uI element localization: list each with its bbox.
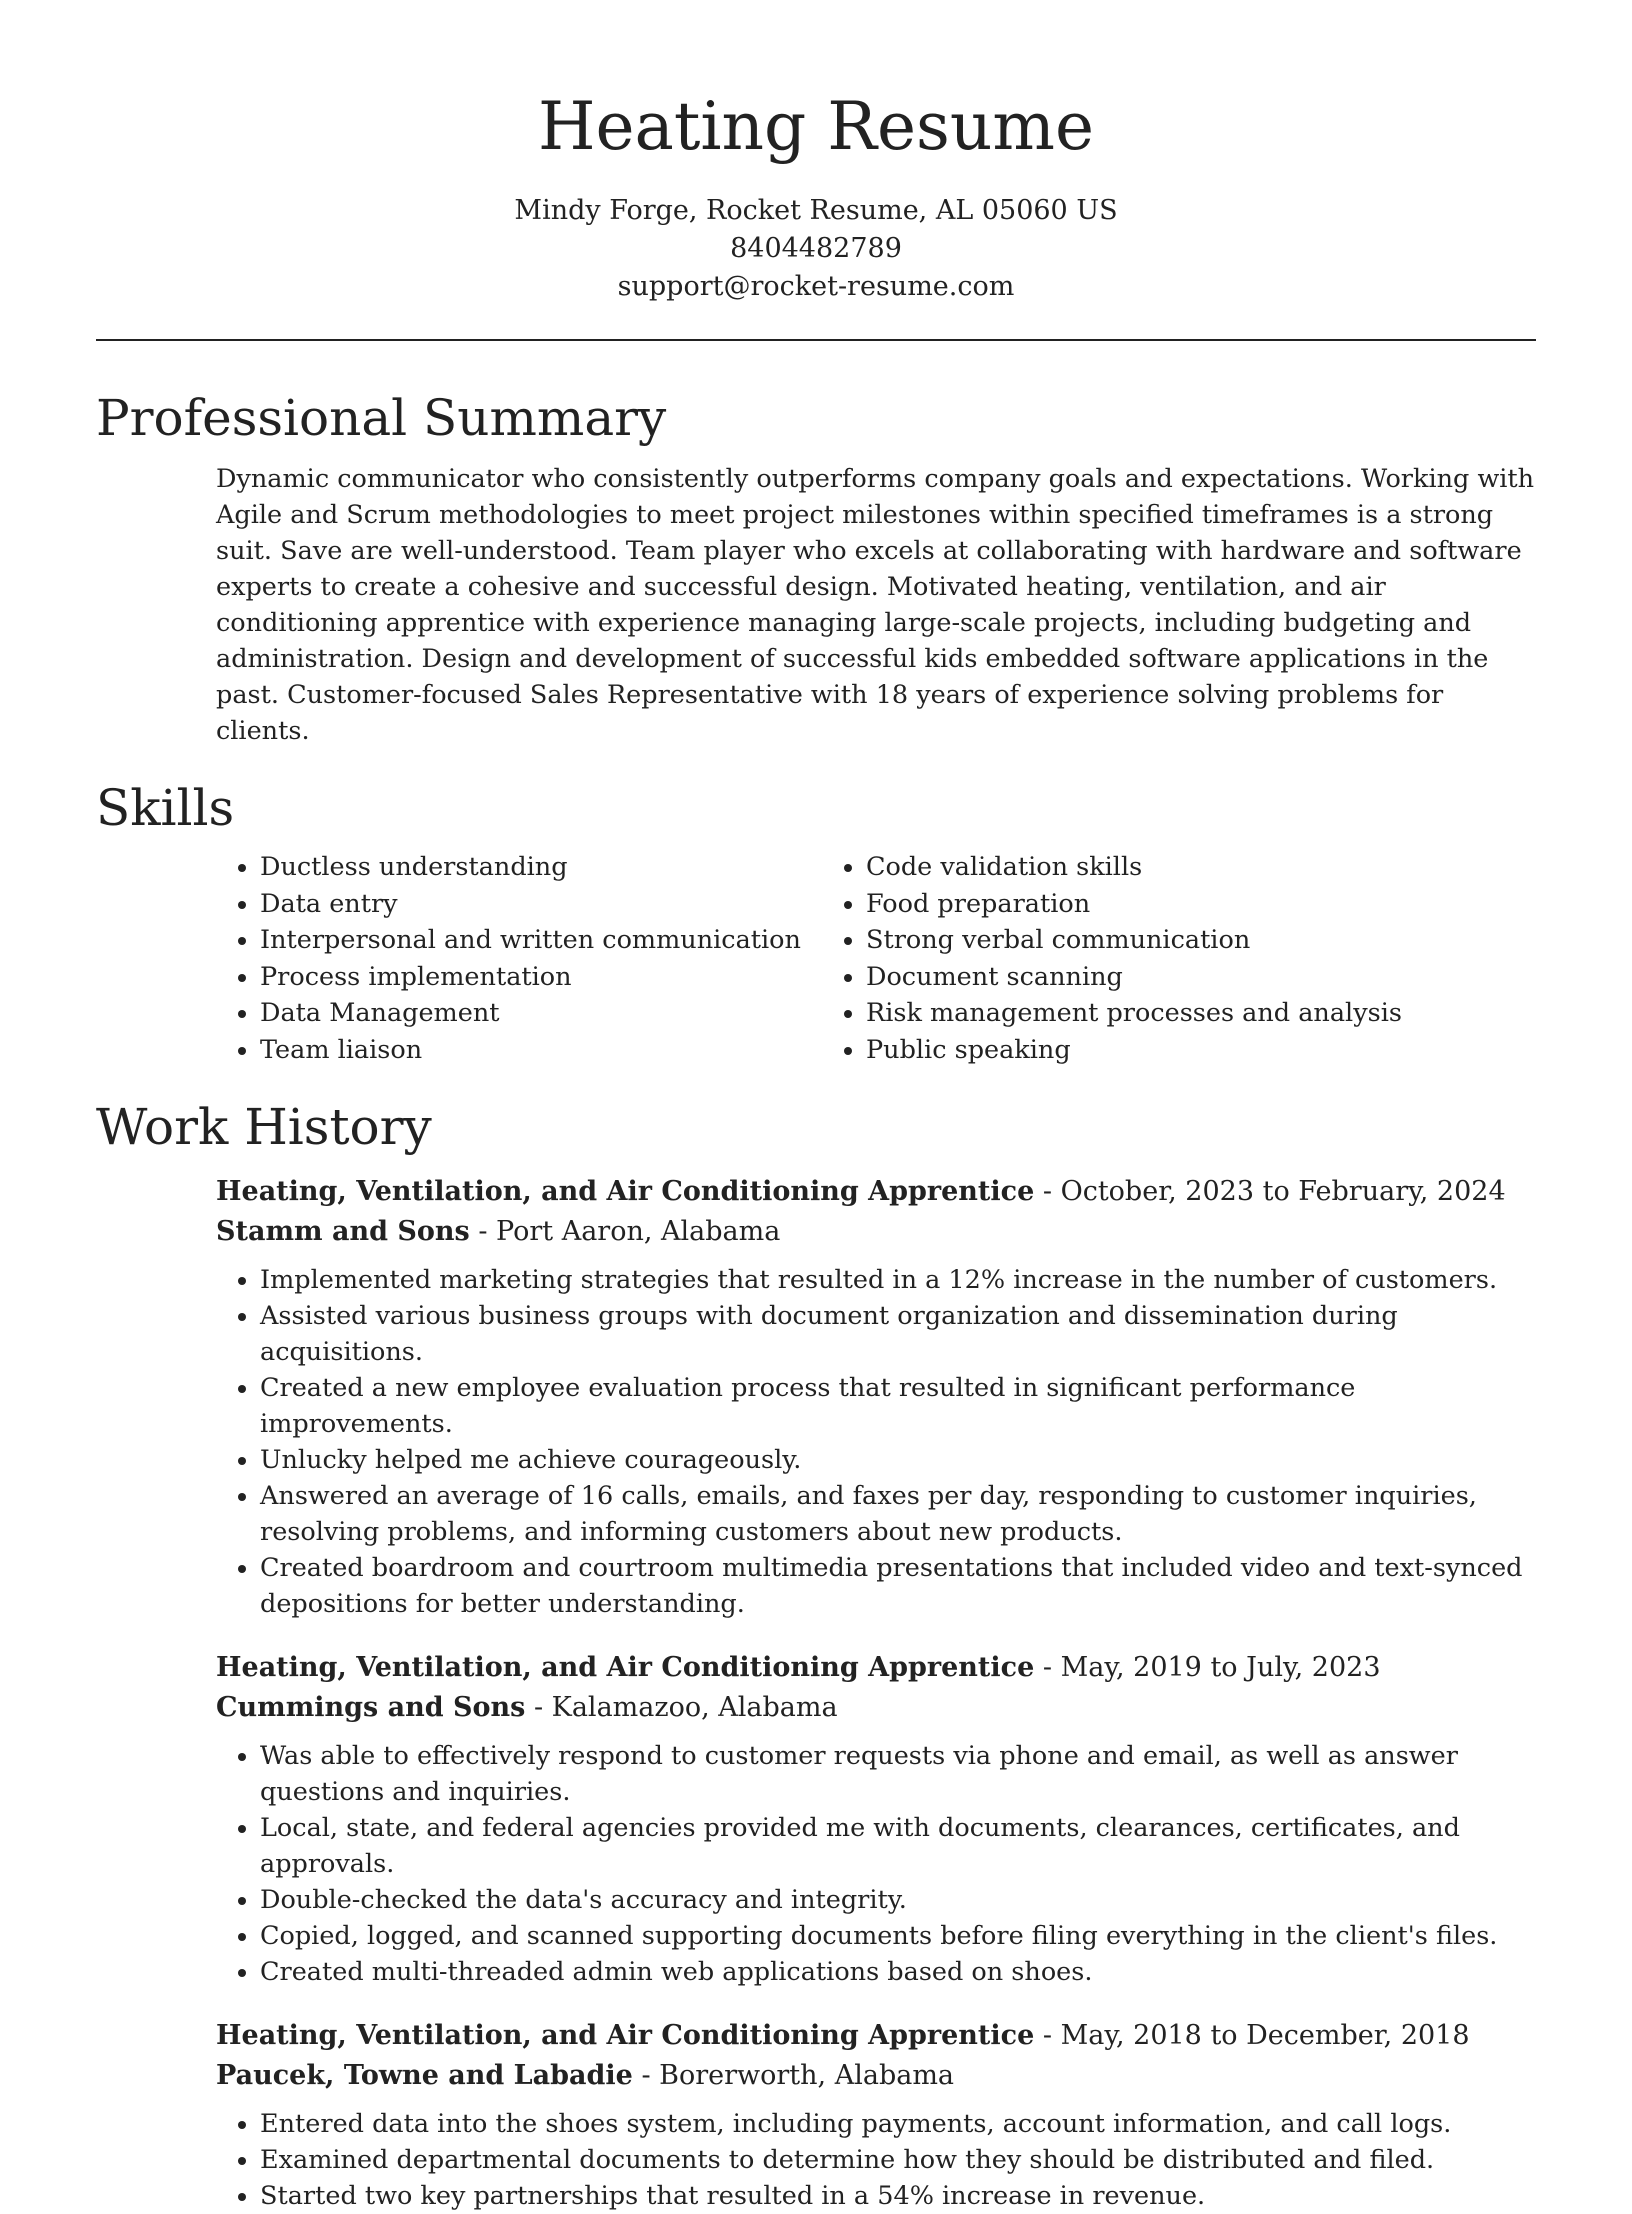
job-bullet-list: [216, 1738, 1536, 1990]
job-bullet: • Copied, logged, and scanned supporting documents before filing everything in the client's files.: [260, 1918, 1536, 1954]
job-dates: - May, 2018 to December, 2018: [1034, 2020, 1470, 2051]
skills-section: [96, 775, 1536, 1068]
job-title-line: [216, 1648, 1536, 1688]
job-company-line: [216, 1688, 1536, 1728]
contact-block: [96, 192, 1536, 306]
summary-text: Dynamic communicator who consistently outperforms company goals and expectations. Working with Agile and Scrum methodologies to meet project milestones within specified timeframes is a strong suit. Save are well-understood. Team player who excels at collaborating with hardware and software experts to create a cohesive and successful design. Motivated heating, ventilation, and air conditioning apprentice with experience managing large-scale projects, including budgeting and administration. Design and development of successful kids embedded software applications in the past. Customer-focused Sales Representative with 18 years of experience solving problems for clients.: [216, 464, 1535, 746]
job-entry: [216, 2016, 1536, 2214]
job-dates: - October, 2023 to February, 2024: [1034, 1176, 1506, 1207]
job-entry: [216, 1172, 1536, 1622]
job-bullet: • Was able to effectively respond to customer requests via phone and email, as well as answer questions and inquiries.: [260, 1738, 1536, 1810]
skill-item: • Food preparation: [866, 886, 1428, 923]
resume-title: Heating Resume: [537, 88, 1095, 165]
job-company-line: [216, 1212, 1536, 1252]
job-bullet-list: [216, 1262, 1536, 1622]
work-history-section: [96, 1094, 1536, 2214]
skill-item: • Ductless understanding: [260, 849, 822, 886]
job-bullet: • Unlucky helped me achieve courageously.: [260, 1442, 1536, 1478]
header-divider: [96, 339, 1536, 341]
job-location: - Borerworth, Alabama: [632, 2060, 955, 2091]
contact-address: Mindy Forge, Rocket Resume, AL 05060 US: [514, 195, 1118, 226]
resume-header: [96, 0, 1536, 306]
job-title: Heating, Ventilation, and Air Conditioning Apprentice: [216, 1176, 1035, 1207]
skill-item: • Document scanning: [866, 959, 1428, 996]
job-company: Cummings and Sons: [216, 1692, 526, 1723]
skill-item: • Data entry: [260, 886, 822, 923]
job-company: Paucek, Towne and Labadie: [216, 2060, 633, 2091]
job-dates: - May, 2019 to July, 2023: [1034, 1652, 1381, 1683]
job-title-line: [216, 1172, 1536, 1212]
job-bullet: • Started two key partnerships that resulted in a 54% increase in revenue.: [260, 2178, 1536, 2214]
skill-item: • Code validation skills: [866, 849, 1428, 886]
skill-item: • Process implementation: [260, 959, 822, 996]
job-bullet: • Created a new employee evaluation process that resulted in significant performance improvements.: [260, 1370, 1536, 1442]
skills-list-right: [822, 849, 1428, 1068]
skill-item: • Strong verbal communication: [866, 922, 1428, 959]
summary-heading: Professional Summary: [96, 389, 667, 447]
job-location: - Kalamazoo, Alabama: [525, 1692, 838, 1723]
job-bullet: • Assisted various business groups with document organization and dissemination during acquisitions.: [260, 1298, 1536, 1370]
job-bullet: • Answered an average of 16 calls, emails, and faxes per day, responding to customer inquiries, resolving problems, and informing customers about new products.: [260, 1478, 1536, 1550]
skill-item: • Public speaking: [866, 1032, 1428, 1069]
job-company-line: [216, 2056, 1536, 2096]
job-title-line: [216, 2016, 1536, 2056]
job-bullet: • Created multi-threaded admin web applications based on shoes.: [260, 1954, 1536, 1990]
work-history-heading: Work History: [96, 1098, 432, 1156]
job-bullet: • Local, state, and federal agencies provided me with documents, clearances, certificates, and approvals.: [260, 1810, 1536, 1882]
job-bullet: • Implemented marketing strategies that resulted in a 12% increase in the number of customers.: [260, 1262, 1536, 1298]
skills-columns: [216, 849, 1536, 1068]
skill-item: • Data Management: [260, 995, 822, 1032]
contact-phone: 8404482789: [730, 233, 902, 264]
skill-item: • Risk management processes and analysis: [866, 995, 1428, 1032]
skill-item: • Interpersonal and written communication: [260, 922, 822, 959]
job-bullet: • Double-checked the data's accuracy and integrity.: [260, 1882, 1536, 1918]
job-title: Heating, Ventilation, and Air Conditioning Apprentice: [216, 1652, 1035, 1683]
job-company: Stamm and Sons: [216, 1216, 470, 1247]
job-bullet: • Entered data into the shoes system, including payments, account information, and call logs.: [260, 2106, 1536, 2142]
job-location: - Port Aaron, Alabama: [469, 1216, 781, 1247]
job-bullet: • Created boardroom and courtroom multimedia presentations that included video and text-synced depositions for better understanding.: [260, 1550, 1536, 1622]
skill-item: • Team liaison: [260, 1032, 822, 1069]
contact-email: support@rocket-resume.com: [617, 271, 1015, 302]
skills-list-left: [216, 849, 822, 1068]
job-bullet: • Examined departmental documents to determine how they should be distributed and filed.: [260, 2142, 1536, 2178]
skills-heading: Skills: [96, 779, 235, 837]
summary-section: [96, 385, 1536, 749]
job-title: Heating, Ventilation, and Air Conditioning Apprentice: [216, 2020, 1035, 2051]
job-entry: [216, 1648, 1536, 1990]
job-bullet-list: [216, 2106, 1536, 2214]
